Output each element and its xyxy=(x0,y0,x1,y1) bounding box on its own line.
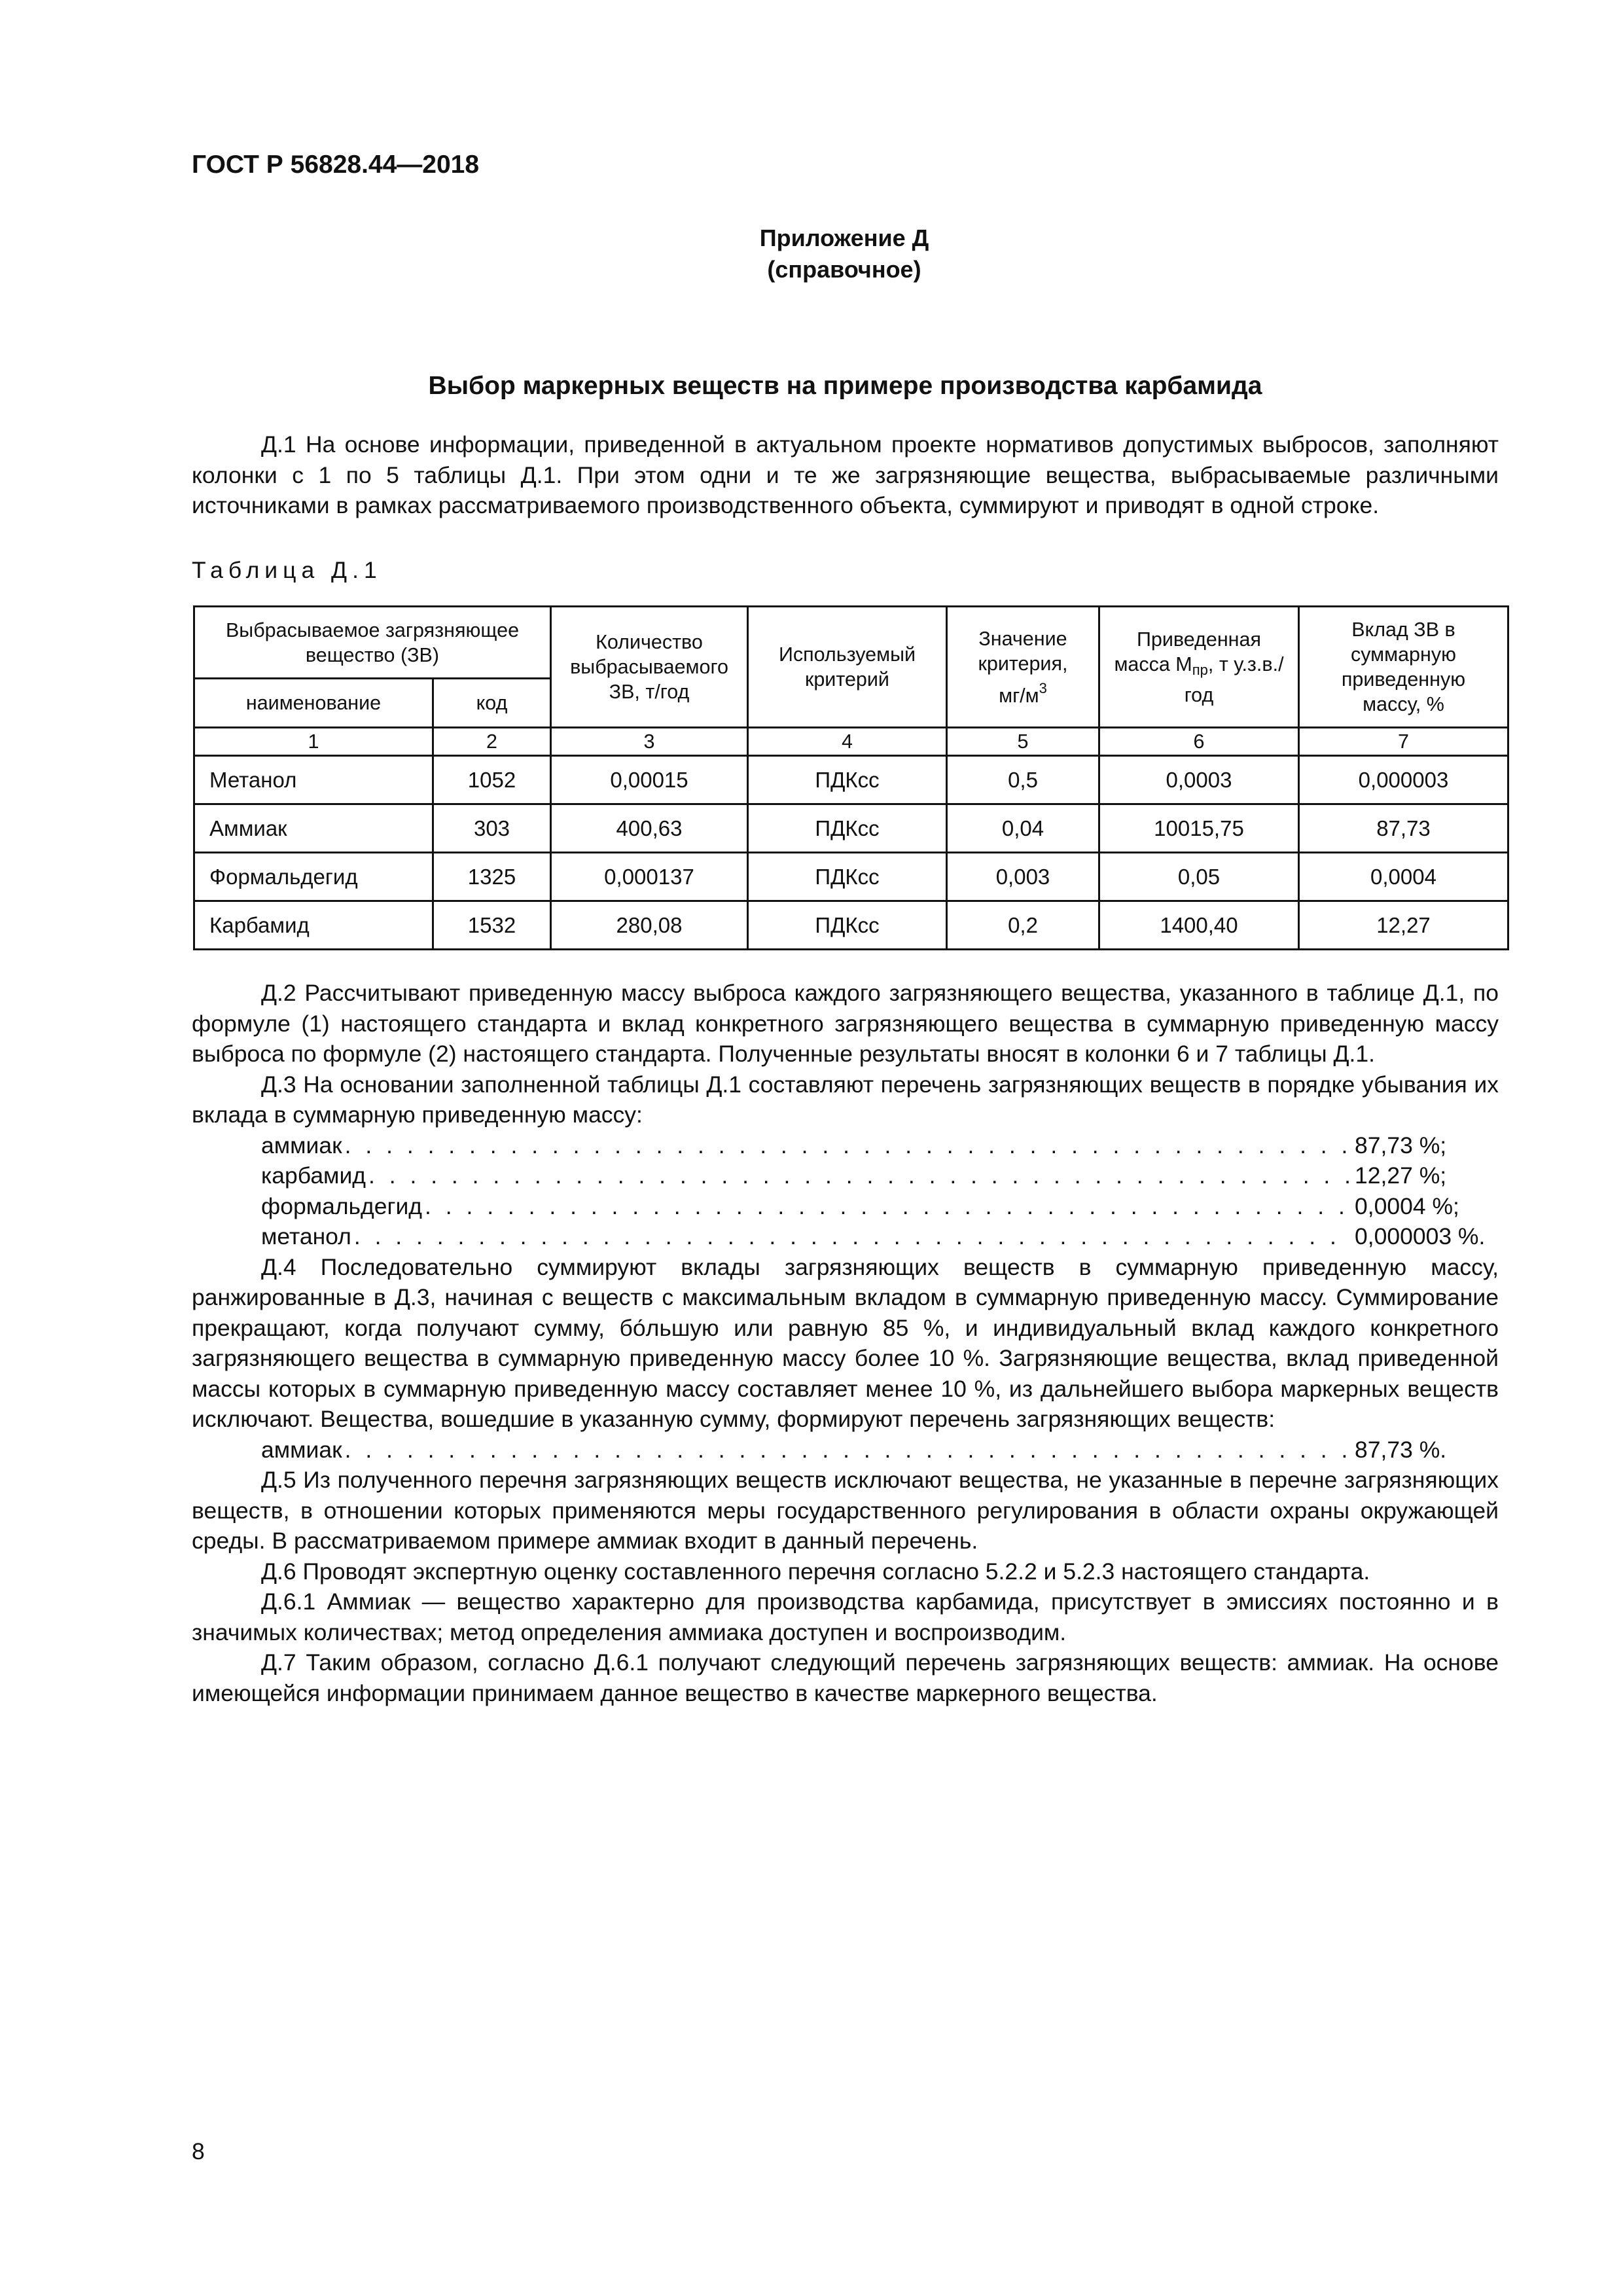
cell-name: Карбамид xyxy=(194,901,433,950)
appendix-status: (справочное) xyxy=(767,256,921,283)
paragraph-d5: Д.5 Из полученного перечня загрязняющих веществ исключают вещества, не указанные в перечне загрязняющих веществ, в отношении которых применяются меры государственного регулирования в области охраны окружающей среды. В рассматриваемом примере аммиак входит в данный перечень. xyxy=(192,1467,1499,1554)
list-item: карбамид . . . 12,27 %; xyxy=(261,1160,1499,1191)
paragraph-d3: Д.3 На основании заполненной таблицы Д.1 составляют перечень загрязняющих веществ в порядке убывания их вклада в суммарную приведенную массу: xyxy=(192,1071,1499,1128)
cell-contribution: 0,0004 xyxy=(1299,853,1508,901)
table-row xyxy=(194,901,1508,950)
column-number: 7 xyxy=(1299,728,1508,756)
cell-reduced-mass: 0,05 xyxy=(1099,853,1299,901)
cell-reduced-mass: 1400,40 xyxy=(1099,901,1299,950)
cell-criterion: ПДКсс xyxy=(748,853,947,901)
cell-reduced-mass: 0,0003 xyxy=(1099,756,1299,804)
appendix-label: Приложение Д xyxy=(759,224,929,251)
column-number: 1 xyxy=(194,728,433,756)
cell-contribution: 0,000003 xyxy=(1299,756,1508,804)
table-row xyxy=(194,853,1508,901)
column-number: 6 xyxy=(1099,728,1299,756)
list-item: формальдегид . . . 0,0004 %; xyxy=(261,1191,1499,1222)
column-number: 3 xyxy=(551,728,748,756)
header-code: код xyxy=(433,679,551,728)
header-contribution: Вклад ЗВ в суммарную приведенную массу, % xyxy=(1299,607,1508,728)
cell-criterion: ПДКсс xyxy=(748,804,947,853)
cell-criterion: ПДКсс xyxy=(748,901,947,950)
table-row xyxy=(194,804,1508,853)
list-item: аммиак . . . 87,73 %. xyxy=(261,1435,1499,1465)
column-number: 4 xyxy=(748,728,947,756)
paragraph-d6: Д.6 Проводят экспертную оценку составленного перечня согласно 5.2.2 и 5.2.3 настоящего стандарта. xyxy=(261,1558,1370,1585)
appendix-heading xyxy=(0,223,1623,285)
header-substance-group: Выбрасываемое загрязняющее вещество (ЗВ) xyxy=(194,607,551,679)
cell-criterion-value: 0,5 xyxy=(947,756,1099,804)
cell-name: Аммиак xyxy=(194,804,433,853)
paragraph-d2: Д.2 Рассчитывают приведенную массу выброса каждого загрязняющего вещества, указанного в таблице Д.1, по формуле (1) настоящего стандарта и вклад конкретного загрязняющего вещества в суммарную приведенную массу выброса по формуле (2) настоящего стандарта. Полученные результаты вносят в колонки 6 и 7 таблицы Д.1. xyxy=(192,980,1499,1067)
header-criterion: Используемый критерий xyxy=(748,607,947,728)
paragraph-d6-1: Д.6.1 Аммиак — вещество характерно для производства карбамида, присутствует в эмиссиях постоянно и в значимых количествах; метод определения аммиака доступен и воспроизводим. xyxy=(192,1588,1499,1645)
ranked-list xyxy=(192,1130,1499,1252)
paragraph-block-1 xyxy=(192,429,1499,521)
cell-code: 303 xyxy=(433,804,551,853)
cell-code: 1325 xyxy=(433,853,551,901)
paragraph-d7: Д.7 Таким образом, согласно Д.6.1 получают следующий перечень загрязняющих веществ: аммиак. На основе имеющейся информации принимаем данное вещество в качестве маркерного вещества. xyxy=(192,1649,1499,1706)
standard-code: ГОСТ Р 56828.44—2018 xyxy=(192,151,480,179)
appendix-title: Выбор маркерных веществ на примере производства карбамида xyxy=(428,372,1262,400)
list-item: метанол . . . 0,000003 %. xyxy=(261,1221,1499,1252)
list-item: аммиак . . . 87,73 %; xyxy=(261,1130,1499,1161)
cell-criterion-value: 0,003 xyxy=(947,853,1099,901)
cell-quantity: 0,00015 xyxy=(551,756,748,804)
cell-criterion-value: 0,04 xyxy=(947,804,1099,853)
cell-criterion-value: 0,2 xyxy=(947,901,1099,950)
header-name: наименование xyxy=(194,679,433,728)
header-criterion-value: Значение критерия, $мг/м^3$ xyxy=(947,607,1099,728)
cell-contribution: 87,73 xyxy=(1299,804,1508,853)
cell-criterion: ПДКсс xyxy=(748,756,947,804)
cell-code: 1052 xyxy=(433,756,551,804)
cell-quantity: 0,000137 xyxy=(551,853,748,901)
paragraph-d1: Д.1 На основе информации, приведенной в актуальном проекте нормативов допустимых выбросов, заполняют колонки с 1 по 5 таблицы Д.1. При этом одни и те же загрязняющие вещества, выбрасываемые различными источниками в рамках рассматриваемого производственного объекта, суммируют и приводят в одной строке. xyxy=(192,431,1499,518)
header-reduced-mass: Приведенная масса $М_{пр}$, т у.з.в./год xyxy=(1099,607,1299,728)
cell-contribution: 12,27 xyxy=(1299,901,1508,950)
paragraph-block-2 xyxy=(192,978,1499,1708)
column-number: 5 xyxy=(947,728,1099,756)
cell-quantity: 280,08 xyxy=(551,901,748,950)
cell-name: Формальдегид xyxy=(194,853,433,901)
header-quantity: Количество выбрасываемого ЗВ, т/год xyxy=(551,607,748,728)
cell-code: 1532 xyxy=(433,901,551,950)
final-list xyxy=(192,1435,1499,1465)
data-table xyxy=(193,605,1509,950)
cell-name: Метанол xyxy=(194,756,433,804)
paragraph-d4: Д.4 Последовательно суммируют вклады загрязняющих веществ в суммарную приведенную массу, ранжированные в Д.3, начиная с веществ с максимальным вкладом в суммарную приведенную массу. Суммирование прекращают, когда получают сумму, бо́льшую или равную 85 %, и индивидуальный вклад каждого конкретного загрязняющего вещества в суммарную приведенную массу более 10 %. Загрязняющие вещества, вклад приведенной массы которых в суммарную приведенную массу составляет менее 10 %, из дальнейшего выбора маркерных веществ исключают. Вещества, вошедшие в указанную сумму, формируют перечень загрязняющих веществ: xyxy=(192,1253,1499,1432)
column-number: 2 xyxy=(433,728,551,756)
cell-reduced-mass: 10015,75 xyxy=(1099,804,1299,853)
cell-quantity: 400,63 xyxy=(551,804,748,853)
table-row xyxy=(194,756,1508,804)
page-number: 8 xyxy=(192,2138,205,2164)
table-caption: Таблица Д.1 xyxy=(192,557,382,583)
